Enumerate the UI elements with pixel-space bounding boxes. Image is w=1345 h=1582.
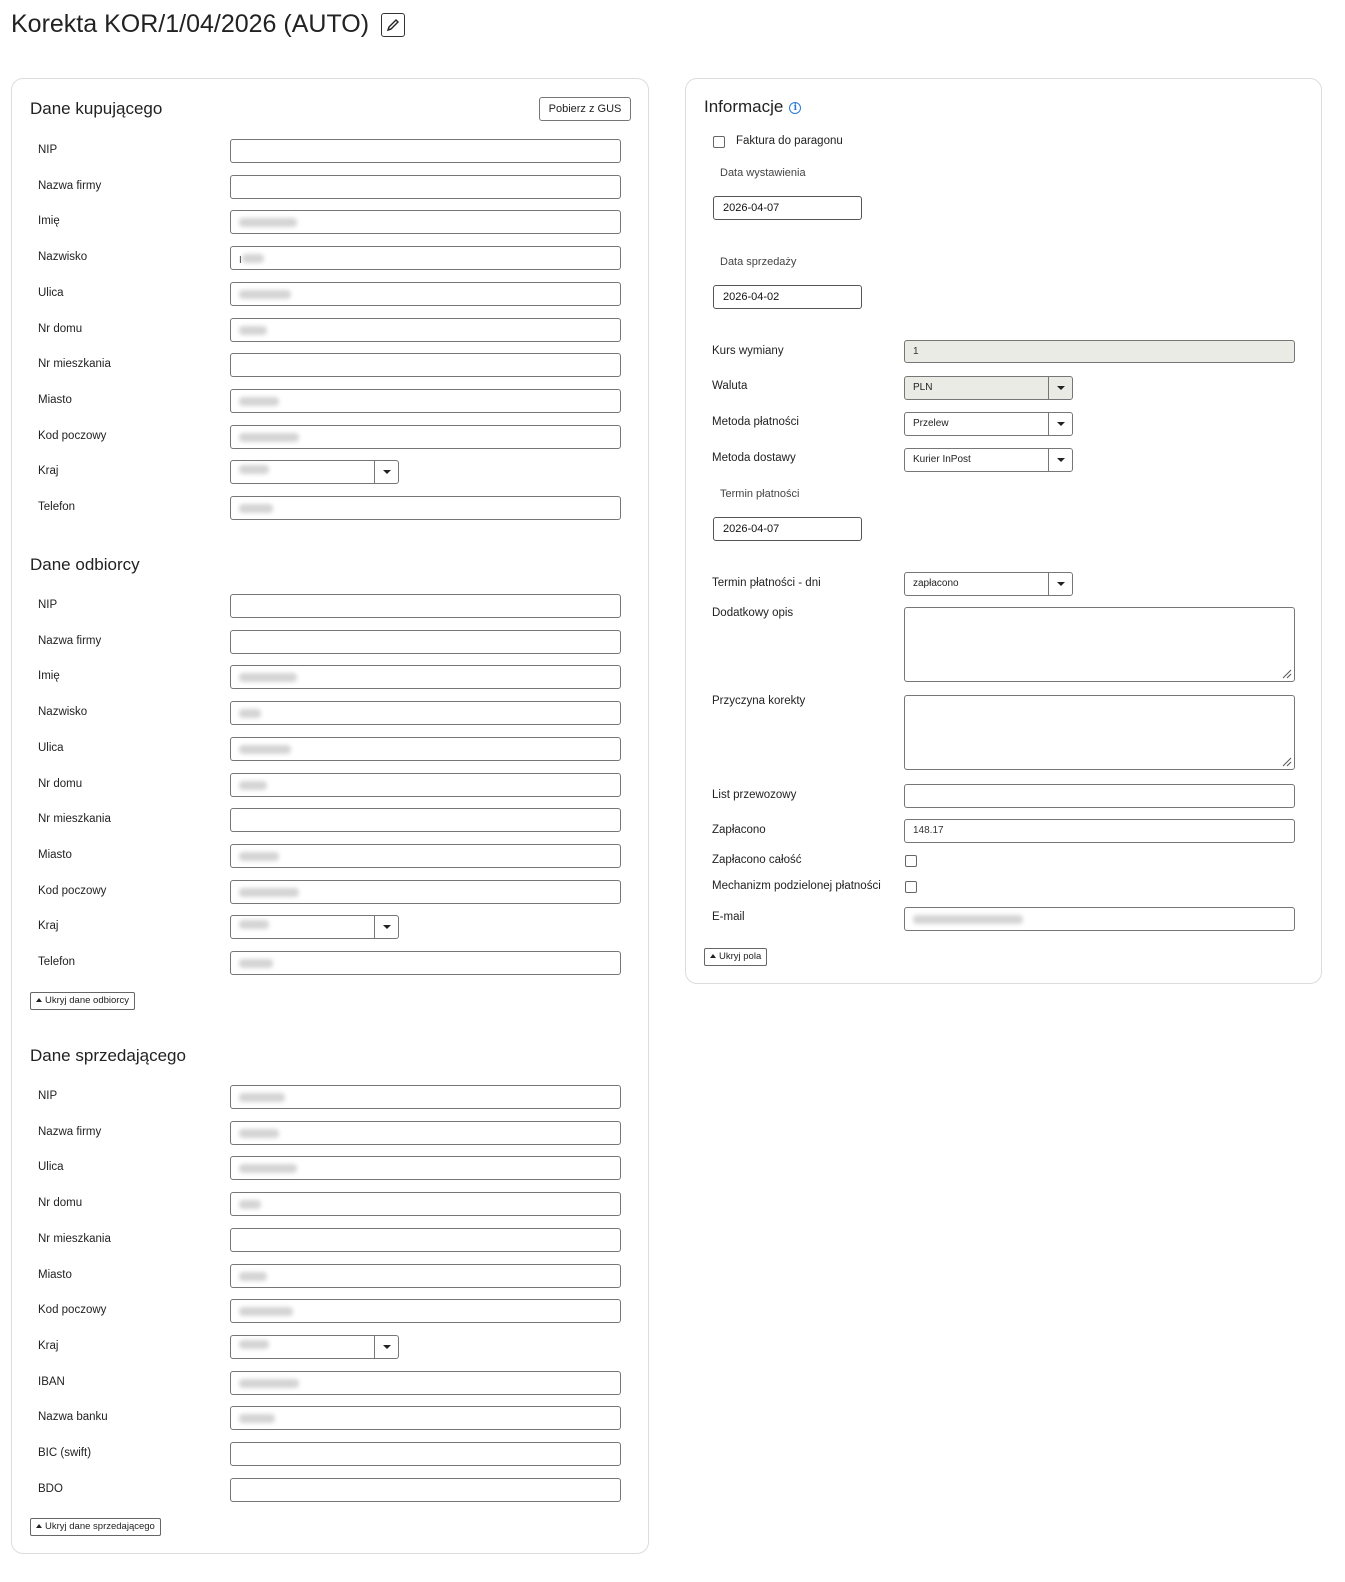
email-label: E-mail <box>712 911 745 923</box>
recipient-nazwa-firmy-input[interactable] <box>230 630 621 654</box>
blurred-value <box>239 781 267 790</box>
waybill-label: List przewozowy <box>712 789 797 801</box>
recipient-nip-label: NIP <box>38 599 58 611</box>
buyer-kraj-label: Kraj <box>38 465 59 478</box>
seller-nr-domu-input[interactable] <box>230 1192 621 1216</box>
blurred-value <box>239 433 299 442</box>
info-icon[interactable]: i <box>789 102 801 114</box>
seller-nazwa-firmy-input[interactable] <box>230 1121 621 1145</box>
receipt-invoice-label: Faktura do paragonu <box>736 135 843 147</box>
hide-fields-label: Ukryj pola <box>719 951 762 962</box>
seller-iban-label: IBAN <box>38 1375 65 1388</box>
payment-method-value: Przelew <box>913 418 949 429</box>
country-value <box>239 461 269 483</box>
recipient-nip-input[interactable] <box>230 594 621 618</box>
blurred-value <box>239 920 269 929</box>
seller-country-select[interactable] <box>230 1335 399 1359</box>
seller-ulica-label: Ulica <box>38 1161 64 1174</box>
dropdown-arrow-icon[interactable] <box>1048 377 1072 399</box>
seller-nip-label: NIP <box>38 1090 58 1102</box>
blurred-value <box>239 1129 279 1138</box>
seller-ulica-input[interactable] <box>230 1156 621 1180</box>
buyer-heading: Dane kupującego <box>30 99 163 118</box>
correction-reason-textarea[interactable] <box>904 695 1295 770</box>
recipient-kod-poczowy-input[interactable] <box>230 880 621 904</box>
recipient-telefon-input[interactable] <box>230 951 621 975</box>
field-value: I <box>239 255 242 267</box>
seller-nr-mieszkania-input[interactable] <box>230 1228 621 1252</box>
paid-label: Zapłacono <box>712 824 766 836</box>
seller-bic-swift--input[interactable] <box>230 1442 621 1466</box>
caret-up-icon <box>710 954 716 958</box>
info-heading <box>704 97 801 117</box>
correction-reason-label: Przyczyna korekty <box>712 695 806 707</box>
buyer-nr-domu-input[interactable] <box>230 318 621 342</box>
exchange-rate-field[interactable]: 1 <box>904 340 1295 363</box>
blurred-value <box>239 504 273 513</box>
seller-kod-poczowy-label: Kod poczowy <box>38 1304 107 1317</box>
seller-bdo-input[interactable] <box>230 1478 621 1502</box>
recipient-country-select[interactable] <box>230 915 399 939</box>
split-payment-label: Mechanizm podzielonej płatności <box>712 880 881 892</box>
buyer-kod-poczowy-label: Kod poczowy <box>38 429 107 442</box>
info-heading-text: Informacje <box>704 97 784 116</box>
buyer-nr-mieszkania-input[interactable] <box>230 353 621 377</box>
paid-full-checkbox[interactable] <box>905 855 917 867</box>
dropdown-arrow-icon[interactable] <box>374 461 398 483</box>
buyer-nazwisko-label: Nazwisko <box>38 251 88 264</box>
seller-bic-swift--label: BIC (swift) <box>38 1447 92 1459</box>
recipient-nr-mieszkania-label: Nr mieszkania <box>38 813 111 826</box>
recipient-ulica-input[interactable] <box>230 737 621 761</box>
buyer-ulica-input[interactable] <box>230 282 621 306</box>
blurred-value <box>239 1414 275 1423</box>
paid-field[interactable]: 148.17 <box>904 819 1295 843</box>
recipient-nazwisko-label: Nazwisko <box>38 706 88 719</box>
party-data-panel <box>11 78 649 1554</box>
recipient-heading: Dane odbiorcy <box>30 555 140 574</box>
fetch-gus-button[interactable]: Pobierz z GUS <box>539 97 631 121</box>
receipt-invoice-checkbox[interactable] <box>713 136 725 148</box>
blurred-value <box>239 1093 285 1102</box>
dropdown-arrow-icon[interactable] <box>1048 573 1072 595</box>
paid-full-label: Zapłacono całość <box>712 854 802 866</box>
payment-method-label: Metoda płatności <box>712 416 799 428</box>
currency-value: PLN <box>913 382 933 393</box>
buyer-nazwa-firmy-label: Nazwa firmy <box>38 179 102 192</box>
blurred-value <box>239 745 291 754</box>
extra-desc-textarea[interactable] <box>904 607 1295 682</box>
seller-iban-input[interactable] <box>230 1371 621 1395</box>
buyer-imię-label: Imię <box>38 215 60 228</box>
buyer-nip-label: NIP <box>38 144 58 156</box>
blurred-value <box>239 709 261 718</box>
blurred-value <box>913 915 1023 924</box>
email-field[interactable] <box>904 907 1295 931</box>
seller-bdo-label: BDO <box>38 1482 63 1495</box>
blurred-value <box>239 465 269 474</box>
blurred-value <box>239 1379 299 1388</box>
recipient-imię-input[interactable] <box>230 665 621 689</box>
currency-label: Waluta <box>712 380 748 392</box>
extra-desc-label: Dodatkowy opis <box>712 607 794 619</box>
currency-select[interactable] <box>904 376 1073 400</box>
buyer-telefon-label: Telefon <box>38 501 76 513</box>
blurred-value <box>239 1200 261 1209</box>
seller-kraj-label: Kraj <box>38 1339 59 1352</box>
seller-miasto-label: Miasto <box>38 1268 72 1281</box>
caret-up-icon <box>36 998 42 1002</box>
page-title-text: Korekta KOR/1/04/2026 (AUTO) <box>11 10 370 38</box>
seller-nazwa-firmy-label: Nazwa firmy <box>38 1125 102 1138</box>
recipient-kod-poczowy-label: Kod poczowy <box>38 884 107 897</box>
country-value <box>239 916 269 938</box>
blurred-value <box>239 959 273 968</box>
page-title <box>11 10 405 39</box>
buyer-nazwisko-input[interactable] <box>230 246 621 270</box>
split-payment-checkbox[interactable] <box>905 881 917 893</box>
blurred-value <box>242 254 264 263</box>
payment-method-select[interactable] <box>904 412 1073 436</box>
buyer-telefon-input[interactable] <box>230 496 621 520</box>
payment-due-label: Termin płatności <box>720 488 800 500</box>
dropdown-arrow-icon[interactable] <box>374 1336 398 1358</box>
dropdown-arrow-icon[interactable] <box>374 916 398 938</box>
info-panel <box>685 78 1322 984</box>
recipient-miasto-label: Miasto <box>38 848 72 861</box>
sale-date-field[interactable]: 2026-04-02 <box>713 285 862 309</box>
recipient-miasto-input[interactable] <box>230 844 621 868</box>
issue-date-label: Data wystawienia <box>720 167 806 179</box>
blurred-value <box>239 1272 267 1281</box>
pencil-icon <box>386 18 400 32</box>
recipient-telefon-label: Telefon <box>38 956 76 968</box>
blurred-value <box>239 852 279 861</box>
hide-recipient-label: Ukryj dane odbiorcy <box>45 995 129 1006</box>
buyer-nazwa-firmy-input[interactable] <box>230 175 621 199</box>
blurred-value <box>239 218 297 227</box>
buyer-imię-input[interactable] <box>230 210 621 234</box>
blurred-value <box>239 673 297 682</box>
hide-recipient-button[interactable] <box>30 992 135 1010</box>
delivery-method-value: Kurier InPost <box>913 454 971 465</box>
seller-kod-poczowy-input[interactable] <box>230 1299 621 1323</box>
buyer-nip-input[interactable] <box>230 139 621 163</box>
country-value <box>239 1336 269 1358</box>
recipient-nr-domu-input[interactable] <box>230 773 621 797</box>
buyer-nr-domu-label: Nr domu <box>38 322 83 335</box>
recipient-nr-domu-label: Nr domu <box>38 777 83 790</box>
recipient-nazwa-firmy-label: Nazwa firmy <box>38 634 102 647</box>
delivery-method-label: Metoda dostawy <box>712 452 796 464</box>
seller-nazwa-banku-input[interactable] <box>230 1406 621 1430</box>
exchange-rate-label: Kurs wymiany <box>712 345 784 357</box>
payment-due-field[interactable]: 2026-04-07 <box>713 517 862 541</box>
dropdown-arrow-icon[interactable] <box>1048 413 1072 435</box>
recipient-kraj-label: Kraj <box>38 920 59 933</box>
buyer-nr-mieszkania-label: Nr mieszkania <box>38 358 111 371</box>
seller-nip-input[interactable] <box>230 1085 621 1109</box>
blurred-value <box>239 397 279 406</box>
buyer-ulica-label: Ulica <box>38 286 64 299</box>
buyer-miasto-label: Miasto <box>38 393 72 406</box>
payment-days-value: zapłacono <box>913 578 959 589</box>
sale-date-label: Data sprzedaży <box>720 256 797 268</box>
blurred-value <box>239 326 267 335</box>
blurred-value <box>239 290 291 299</box>
resize-grip-icon[interactable] <box>1282 757 1292 767</box>
blurred-value <box>239 1307 293 1316</box>
blurred-value <box>239 1164 297 1173</box>
recipient-nazwisko-input[interactable] <box>230 701 621 725</box>
blurred-value <box>239 1340 269 1349</box>
hide-seller-label: Ukryj dane sprzedającego <box>45 1521 155 1532</box>
seller-nazwa-banku-label: Nazwa banku <box>38 1411 108 1424</box>
recipient-ulica-label: Ulica <box>38 741 64 754</box>
delivery-method-select[interactable] <box>904 448 1073 472</box>
recipient-imię-label: Imię <box>38 670 60 683</box>
seller-heading: Dane sprzedającego <box>30 1046 186 1065</box>
blurred-value <box>239 888 299 897</box>
seller-nr-mieszkania-label: Nr mieszkania <box>38 1232 111 1245</box>
issue-date-field[interactable]: 2026-04-07 <box>713 196 862 220</box>
hide-fields-button[interactable] <box>704 948 767 966</box>
buyer-country-select[interactable] <box>230 460 399 484</box>
edit-title-button[interactable] <box>381 13 405 37</box>
seller-nr-domu-label: Nr domu <box>38 1197 83 1210</box>
resize-grip-icon[interactable] <box>1282 669 1292 679</box>
recipient-nr-mieszkania-input[interactable] <box>230 808 621 832</box>
buyer-kod-poczowy-input[interactable] <box>230 425 621 449</box>
waybill-field[interactable] <box>904 784 1295 808</box>
seller-miasto-input[interactable] <box>230 1264 621 1288</box>
payment-days-label: Termin płatności - dni <box>712 577 821 589</box>
buyer-miasto-input[interactable] <box>230 389 621 413</box>
payment-days-select[interactable] <box>904 572 1073 596</box>
hide-seller-button[interactable] <box>30 1518 161 1536</box>
dropdown-arrow-icon[interactable] <box>1048 449 1072 471</box>
caret-up-icon <box>36 1524 42 1528</box>
